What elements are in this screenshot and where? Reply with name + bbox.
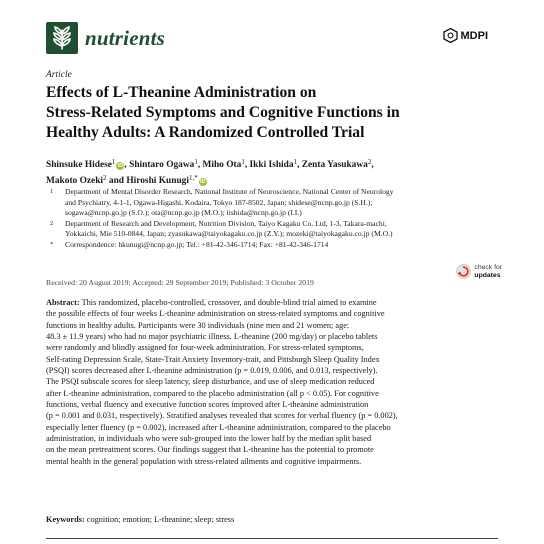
orcid-icon[interactable]: iD — [117, 163, 124, 169]
divider — [46, 538, 498, 539]
author-affiliation-mark: 1,* — [188, 174, 198, 182]
author-name: Shintaro Ogawa — [129, 160, 195, 170]
abstract-text: This randomized, placebo-controlled, crossover, and double-blind trial aimed to examine — [81, 298, 377, 307]
keywords — [46, 515, 234, 524]
check-line-bold: updates — [474, 271, 501, 279]
correspondence-line: Correspondence: hkunugi@ncnp.go.jp; Tel.: +81-42-346-1714; Fax: +81-42-346-1714 — [65, 239, 329, 249]
title-line: Healthy Adults: A Randomized Controlled Trial — [46, 124, 365, 141]
journal-name: nutrients — [85, 25, 166, 50]
title-line: Stress-Related Symptoms and Cognitive Functions in — [46, 104, 400, 121]
abstract-line: functions in healthy adults. Participants were 30 individuals (nine men and 21 women; age: — [46, 320, 350, 330]
check-line: check for — [474, 264, 502, 272]
abstract-line: the possible effects of four weeks L-theanine administration on stress-related symptoms and cognitive — [46, 309, 385, 319]
affiliation-item — [50, 187, 520, 219]
affiliation-line: Department of Mental Disorder Research, National Institute of Neuroscience, National Center of Neurology — [65, 187, 394, 196]
abstract-line: mental health in the general population with stress-related ailments and cognitive impairments. — [46, 456, 362, 466]
journal-logo-mark-icon — [46, 22, 78, 54]
abstract-line: functions, verbal fluency and executive function scores improved after L-theanine administration — [46, 400, 369, 410]
publication-dates: Received: 20 August 2019; Accepted: 29 September 2019; Published: 3 October 2019 — [46, 278, 314, 287]
article-type: Article — [46, 70, 72, 80]
affiliation-line: Department of Research and Development, Nutrition Division, Taiyo Kagaku Co. Ltd, 1-3, Takara-machi, — [65, 218, 387, 228]
publisher-logo[interactable] — [443, 28, 489, 43]
publisher-name: MDPI — [460, 29, 488, 42]
abstract-line: on the mean pretreatment scores. Our findings suggest that L-theanine has the potential to promote — [46, 445, 374, 455]
affiliation-item — [50, 219, 520, 240]
affiliation-mark: 1 — [50, 188, 54, 195]
affiliation-line: sogawa@ncnp.go.jp (S.O.); ota@ncnp.go.jp (M.O.); iishida@ncnp.go.jp (I.I.) — [65, 208, 302, 218]
author-affiliation-mark: 1 — [111, 158, 116, 166]
author-affiliation-mark: 2 — [103, 174, 107, 182]
abstract-line: Self-rating Depression Scale, State-Trait Anxiety Inventory-trait, and Pittsburgh Sleep Quality Index — [46, 354, 380, 364]
author-affiliation-mark: 2 — [367, 158, 372, 166]
keywords-text: cognition; emotion; L-theanine; sleep; stress — [86, 515, 235, 524]
affiliation-line: Yokkaichi, Mie 510-0844, Japan; zyasukawa@taiyokagaku.co.jp (Z.Y.); mozeki@taiyokagaku.co.jp (M.O.) — [65, 229, 393, 239]
author-affiliation-mark: 1 — [194, 158, 198, 166]
affiliation-mark: * — [50, 240, 54, 248]
author-name: Hiroshi Kunugi — [126, 176, 189, 186]
author-name: Ikki Ishida — [249, 160, 294, 170]
author-affiliation-mark: 1 — [241, 158, 245, 166]
title-line: Effects of L-Theanine Administration on — [46, 84, 317, 101]
author-name: Zenta Yasukawa — [301, 160, 368, 170]
abstract-line — [46, 297, 516, 308]
abstract-line: 48.3 ± 11.9 years) who had no major psychiatric illness. L-theanine (200 mg/day) or placebo tablets — [46, 332, 378, 342]
affiliation-mark: 2 — [50, 219, 54, 227]
author-affiliation-mark: 1 — [293, 158, 298, 166]
author-list — [46, 156, 516, 188]
affiliations — [50, 187, 520, 251]
author-name: Miho Ota — [202, 160, 242, 170]
affiliation-line: and Psychiatry, 4-1-1, Ogawa-Higashi, Kodaira, Tokyo 187-8502, Japan; shidese@ncnp.go.jp (S.H.); — [65, 197, 373, 207]
author-line: Makoto Ozeki$^2$ and Hiroshi Kunugi$^{1,*}$ iD — [46, 174, 206, 186]
abstract-line: were randomly and blindly assigned for four-week administration. For stress-related symptoms, — [46, 343, 364, 353]
correspondence-item — [50, 240, 520, 251]
abstract-label: Abstract: — [46, 298, 80, 307]
orcid-icon[interactable]: iD — [199, 179, 206, 185]
check-for-updates-badge[interactable] — [456, 264, 502, 279]
article-title — [46, 83, 516, 143]
journal-logo[interactable] — [46, 22, 165, 54]
abstract-line: (PSQI) scores decreased after L-theanine administration (p = 0.019, 0.006, and 0.013, respectively). — [46, 366, 378, 376]
author-name: Shinsuke Hidese — [46, 160, 112, 170]
author-name: Makoto Ozeki — [46, 176, 104, 186]
abstract-line: (p = 0.001 and 0.031, respectively). Stratified analyses revealed that scores for verbal fluency (p = 0.002), — [46, 411, 398, 421]
abstract-line: The PSQI subscale scores for sleep latency, sleep disturbance, and use of sleep medication reduced — [46, 377, 375, 387]
author-line: Shinsuke Hidese$^1$ iD, Shintaro Ogawa$^1$, Miho Ota$^1$, Ikki Ishida$^1$, Zenta Yasukawa$^2$, — [46, 158, 374, 170]
abstract-line: after L-theanine administration, compared to the placebo administration (all p < 0.05). For cognitive — [46, 388, 379, 398]
abstract-line: administration, in individuals who were sub-grouped into the lower half by the median split based — [46, 434, 372, 444]
abstract — [46, 297, 516, 467]
keywords-label: Keywords: — [46, 515, 85, 524]
mdpi-logo-icon — [443, 28, 458, 43]
abstract-line: especially letter fluency (p = 0.002), increased after L-theanine administration, compared to the placebo — [46, 422, 391, 432]
check-for-updates-text — [474, 264, 502, 278]
check-for-updates-icon — [456, 264, 471, 279]
